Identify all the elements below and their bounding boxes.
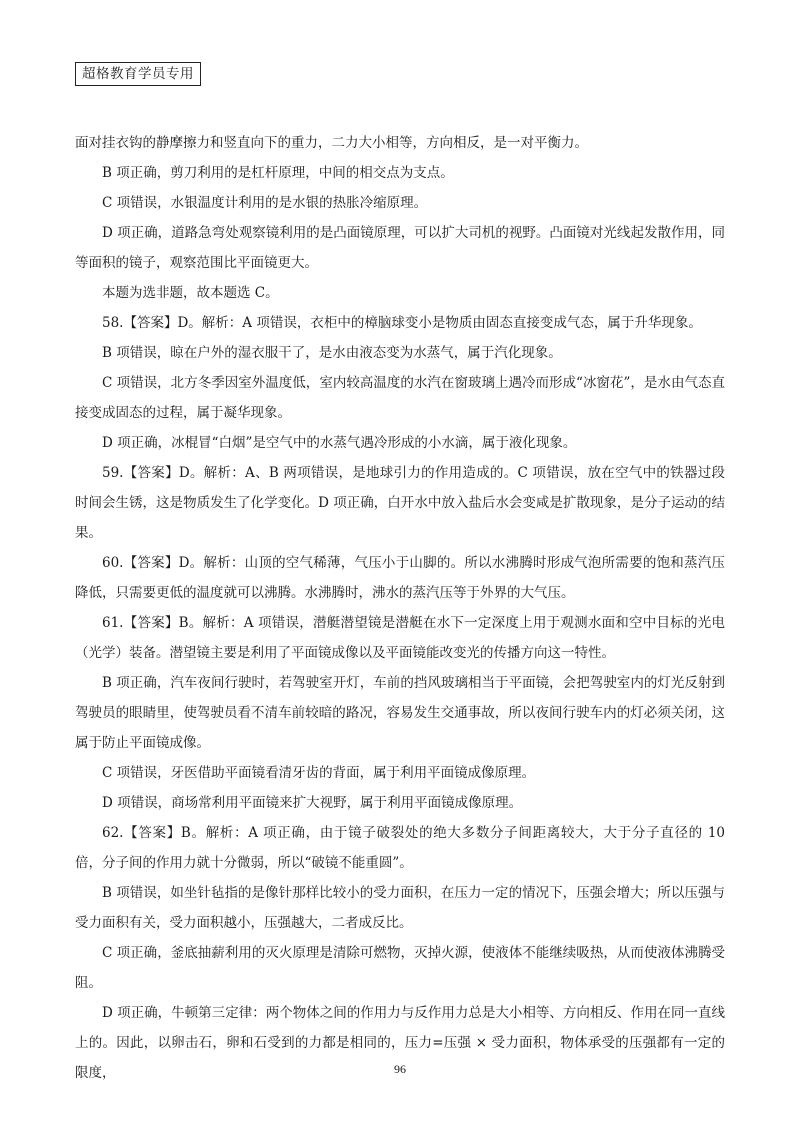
paragraph: D 项正确，道路急弯处观察镜利用的是凸面镜原理，可以扩大司机的视野。凸面镜对光线起发散作用，同等面积的镜子，观察范围比平面镜更大。 (75, 225, 725, 271)
paragraph: 58.【答案】D。解析：A 项错误，衣柜中的樟脑球变小是物质由固态直接变成气态，属于升华现象。 (102, 315, 702, 331)
paragraph: B 项正确，汽车夜间行驶时，若驾驶室开灯，车前的挡风玻璃相当于平面镜，会把驾驶室内的灯光反射到驾驶员的眼睛里，使驾驶员看不清车前较暗的路况，容易发生交通事故，所以夜间行驶车内的灯必须关闭，这属于防止平面镜成像。 (75, 675, 725, 751)
document-body (75, 128, 725, 1088)
paragraph: C 项错误，水银温度计利用的是水银的热胀冷缩原理。 (102, 195, 428, 211)
paragraph: B 项错误，晾在户外的湿衣服干了，是水由液态变为水蒸气，属于汽化现象。 (102, 345, 562, 361)
paragraph: B 项错误，如坐针毡指的是像针那样比较小的受力面积，在压力一定的情况下，压强会增大；所以压强与受力面积有关，受力面积越小，压强越大，二者成反比。 (75, 885, 725, 931)
paragraph: 60.【答案】D。解析：山顶的空气稀薄，气压小于山脚的。所以水沸腾时形成气泡所需要的饱和蒸汽压降低，只需要更低的温度就可以沸腾。水沸腾时，沸水的蒸汽压等于外界的大气压。 (75, 555, 725, 601)
page-number: 96 (394, 1062, 406, 1076)
paragraph: C 项错误，北方冬季因室外温度低，室内较高温度的水汽在窗玻璃上遇冷而形成“冰窗花”，是水由气态直接变成固态的过程，属于凝华现象。 (75, 375, 725, 421)
paragraph: 62.【答案】B。解析：A 项正确，由于镜子破裂处的绝大多数分子间距离较大，大于分子直径的 10 倍，分子间的作用力就十分微弱，所以“破镜不能重圆”。 (75, 825, 725, 871)
paragraph: 面对挂衣钩的静摩擦力和竖直向下的重力，二力大小相等，方向相反，是一对平衡力。 (75, 135, 588, 151)
paragraph: B 项正确，剪刀利用的是杠杆原理，中间的相交点为支点。 (102, 165, 454, 181)
paragraph: D 项正确，牛顿第三定律：两个物体之间的作用力与反作用力总是大小相等、方向相反、作用在同一直线上的。因此，以卵击石，卵和石受到的力都是相同的，压力=压强 × 受力面积，物体承受的压强都有一定的限度， (75, 1005, 725, 1081)
paragraph: 本题为选非题，故本题选 C。 (102, 285, 279, 301)
paragraph: 59.【答案】D。解析：A、B 两项错误，是地球引力的作用造成的。C 项错误，放在空气中的铁器过段时间会生锈，这是物质发生了化学变化。D 项正确，白开水中放入盐后水会变咸是扩散现象，是分子运动的结果。 (75, 465, 725, 541)
paragraph: 61.【答案】B。解析：A 项错误，潜艇潜望镜是潜艇在水下一定深度上用于观测水面和空中目标的光电（光学）装备。潜望镜主要是利用了平面镜成像以及平面镜能改变光的传播方向这一特性。 (75, 615, 725, 661)
paragraph: C 项正确，釜底抽薪利用的灭火原理是清除可燃物，灭掉火源，使液体不能继续吸热，从而使液体沸腾受阻。 (75, 945, 725, 991)
paragraph: D 项正确，冰棍冒“白烟”是空气中的水蒸气遇冷形成的小水滴，属于液化现象。 (102, 435, 577, 451)
header-tag: 超格教育学员专用 (75, 62, 201, 86)
paragraph: C 项错误，牙医借助平面镜看清牙齿的背面，属于利用平面镜成像原理。 (102, 765, 536, 781)
paragraph: D 项错误，商场常利用平面镜来扩大视野，属于利用平面镜成像原理。 (102, 795, 523, 811)
